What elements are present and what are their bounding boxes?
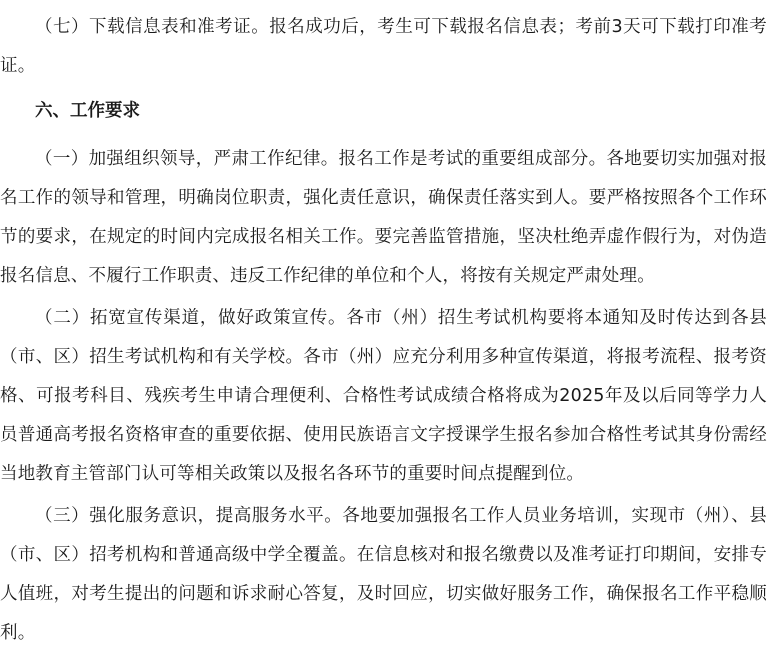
section-heading-work-requirements: 六、工作要求 bbox=[35, 101, 140, 121]
document-body bbox=[0, 8, 775, 653]
paragraph-download-info: （七）下载信息表和准考证。报名成功后，考生可下载报名信息表；考前3天可下载打印准考证。 bbox=[0, 17, 767, 76]
paragraph-service-awareness: （三）强化服务意识，提高服务水平。各地要加强报名工作人员业务培训，实现市（州）、县（市、区）招考机构和普通高级中学全覆盖。在信息核对和报名缴费以及准考证打印期间，安排专人值班，对考生提出的问题和诉求耐心答复，及时回应，切实做好服务工作，确保报名工作平稳顺利。 bbox=[0, 506, 767, 643]
paragraph-organization-leadership: （一）加强组织领导，严肃工作纪律。报名工作是考试的重要组成部分。各地要切实加强对报名工作的领导和管理，明确岗位职责，强化责任意识，确保责任落实到人。要严格按照各个工作环节的要求，在规定的时间内完成报名相关工作。要完善监管措施，坚决杜绝弄虚作假行为，对伪造报名信息、不履行工作职责、违反工作纪律的单位和个人，将按有关规定严肃处理。 bbox=[0, 149, 767, 286]
paragraph-policy-promotion: （二）拓宽宣传渠道，做好政策宣传。各市（州）招生考试机构要将本通知及时传达到各县（市、区）招生考试机构和有关学校。各市（州）应充分利用多种宣传渠道，将报考流程、报考资格、可报考科目、残疾考生申请合理便利、合格性考试成绩合格将成为2025年及以后同等学力人员普通高考报名资格审查的重要依据、使用民族语言文字授课学生报名参加合格性考试其身份需经当地教育主管部门认可等相关政策以及报名各环节的重要时间点提醒到位。 bbox=[0, 308, 767, 484]
